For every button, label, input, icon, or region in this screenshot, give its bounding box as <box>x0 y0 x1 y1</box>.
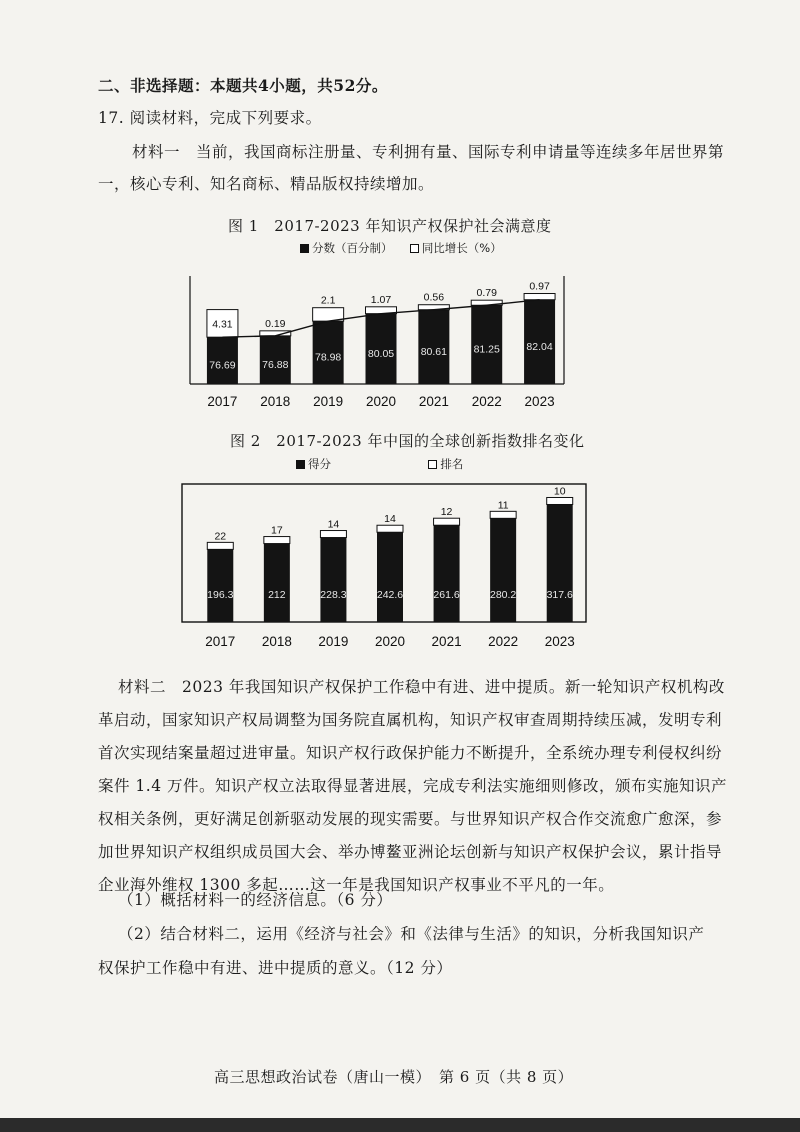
figure2-rank-label: 22 <box>214 530 227 543</box>
figure1-growth-label: 0.79 <box>476 287 497 300</box>
page-footer: 高三思想政治试卷（唐山一模） 第 6 页（共 8 页） <box>214 1068 574 1086</box>
figure2-legend-rank: 排名 <box>440 457 464 471</box>
figure2-score-bar <box>264 544 290 622</box>
figure2-score-bar <box>547 504 573 622</box>
figure2-rank-label: 14 <box>327 518 340 531</box>
figure1-x-tick: 2017 <box>207 394 238 409</box>
figure2-rank-label: 12 <box>440 506 453 519</box>
legend-dark-square-icon <box>296 460 305 469</box>
legend-light-square-icon <box>428 460 437 469</box>
figure2-rank-bar <box>377 525 403 532</box>
figure2-score-label: 261.6 <box>433 589 460 601</box>
figure2-score-label: 280.2 <box>490 589 517 601</box>
figure1-x-tick: 2022 <box>471 394 502 409</box>
figure1-x-tick: 2021 <box>418 394 449 409</box>
figure2-title: 图 2 2017-2023 年中国的全球创新指数排名变化 <box>230 432 585 450</box>
question-title: 17. 阅读材料，完成下列要求。 <box>98 109 322 127</box>
figure2-rank-bar <box>547 497 573 504</box>
figure1-score-label: 80.61 <box>420 345 447 358</box>
figure2-x-tick: 2022 <box>488 634 519 649</box>
figure2-score-bar <box>207 549 233 622</box>
figure2-rank-label: 10 <box>553 485 566 498</box>
material2-line-6: 加世界知识产权组织成员国大会、举办博鳌亚洲论坛创新与知识产权保护会议，累计指导 <box>98 843 723 861</box>
figure2-x-tick: 2019 <box>318 634 349 649</box>
figure2-score-bar <box>490 518 516 622</box>
figure1-score-label: 76.69 <box>209 359 236 372</box>
figure2-score-bar <box>320 538 346 622</box>
figure2-chart <box>180 480 590 652</box>
section-heading: 二、非选择题：本题共4小题，共52分。 <box>98 76 388 95</box>
figure2-score-label: 242.6 <box>376 589 404 601</box>
figure2-rank-bar <box>207 542 233 549</box>
figure1-growth-label: 1.07 <box>370 293 392 306</box>
figure2-rank-bar <box>490 511 516 518</box>
figure2-rank-label: 17 <box>271 524 283 537</box>
material2-line-5: 权相关条例，更好满足创新驱动发展的现实需要。与世界知识产权合作交流愈广愈深，参 <box>98 810 723 828</box>
figure1-title: 图 1 2017-2023 年知识产权保护社会满意度 <box>228 217 552 235</box>
legend-light-square-icon <box>410 244 419 253</box>
figure1-score-label: 80.05 <box>367 347 395 360</box>
figure1-score-label: 81.25 <box>473 343 500 356</box>
figure2-legend <box>296 456 463 472</box>
task-2-line-2: 权保护工作稳中有进、进中提质的意义。（12 分） <box>98 959 453 977</box>
figure1-score-label: 78.98 <box>315 351 342 364</box>
figure1-growth-label: 0.56 <box>423 291 445 304</box>
material2-line-7: 企业海外维权 1300 多起……这一年是我国知识产权事业不平凡的一年。 <box>98 876 615 894</box>
material1-line-1: 材料一 当前，我国商标注册量、专利拥有量、国际专利申请量等连续多年居世界第 <box>132 143 725 161</box>
material2-line-2: 革启动，国家知识产权局调整为国务院直属机构，知识产权审查周期持续压减，发明专利 <box>98 711 723 729</box>
material1-line-2: 一，核心专利、知名商标、精品版权持续增加。 <box>98 175 435 193</box>
figure2-rank-bar <box>264 537 290 544</box>
figure2-x-tick: 2021 <box>431 634 462 649</box>
figure2-x-tick: 2018 <box>261 634 292 649</box>
figure1-growth-bar <box>524 294 555 300</box>
scan-edge <box>0 1118 800 1132</box>
figure1-growth-label: 4.31 <box>212 318 233 331</box>
figure2-score-label: 196.3 <box>207 589 234 601</box>
legend-dark-square-icon <box>300 244 309 253</box>
figure1-x-tick: 2018 <box>260 394 291 409</box>
figure2-x-tick: 2023 <box>544 634 575 649</box>
figure1-x-tick: 2019 <box>313 394 344 409</box>
figure1-growth-label: 0.19 <box>265 317 286 330</box>
figure2-x-tick: 2020 <box>374 634 406 649</box>
figure2-rank-label: 14 <box>384 513 396 526</box>
figure1-growth-label: 2.1 <box>320 294 336 307</box>
figure1-score-label: 76.88 <box>262 358 289 371</box>
task-1: （1）概括材料一的经济信息。（6 分） <box>118 891 393 909</box>
material2-line-1: 材料二 2023 年我国知识产权保护工作稳中有进、进中提质。新一轮知识产权机构改 <box>118 678 725 696</box>
figure2-rank-bar <box>434 518 460 525</box>
figure1-legend-growth: 同比增长（%） <box>421 241 502 255</box>
figure1-legend-score: 分数（百分制） <box>312 241 393 255</box>
material2-line-3: 首次实现结案量超过进审量。知识产权行政保护能力不断提升，全系统办理专利侵权纠纷 <box>98 744 723 762</box>
task-2-line-1: （2）结合材料二，运用《经济与社会》和《法律与生活》的知识，分析我国知识产 <box>118 925 705 943</box>
figure2-legend-score: 得分 <box>308 457 331 471</box>
figure1-chart <box>188 264 568 412</box>
figure1-x-tick: 2023 <box>524 394 555 409</box>
figure2-rank-label: 11 <box>497 499 509 512</box>
figure2-rank-bar <box>320 531 346 538</box>
figure2-score-bar <box>377 532 403 622</box>
material2-line-4: 案件 1.4 万件。知识产权立法取得显著进展，完成专利法实施细则修改，颁布实施知识产 <box>98 777 728 795</box>
figure2-score-bar <box>434 525 460 622</box>
figure1-legend <box>300 240 502 256</box>
figure2-score-label: 317.6 <box>546 589 573 601</box>
figure1-growth-label: 0.97 <box>529 280 550 293</box>
figure1-score-label: 82.04 <box>526 340 553 353</box>
figure2-x-tick: 2017 <box>205 634 236 649</box>
figure2-score-label: 212 <box>268 589 286 601</box>
figure1-x-tick: 2020 <box>365 394 397 409</box>
figure2-score-label: 228.3 <box>320 589 347 601</box>
